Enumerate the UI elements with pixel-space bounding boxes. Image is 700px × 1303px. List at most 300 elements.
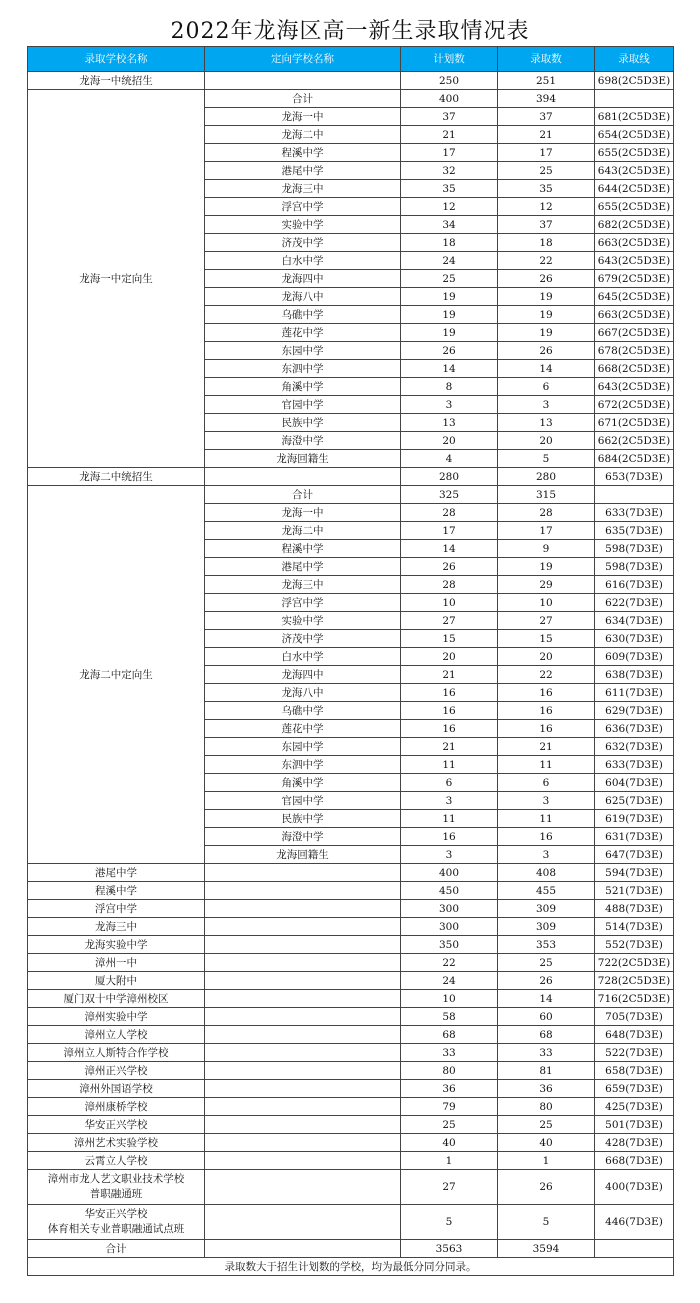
cell-target: 角溪中学 <box>205 378 401 396</box>
table-row <box>28 954 674 972</box>
cell-admit: 6 <box>498 378 595 396</box>
cell-line: 604(7D3E) <box>595 774 674 792</box>
cell-plan: 19 <box>401 288 498 306</box>
header-target: 定向学校名称 <box>205 47 401 72</box>
cell-line: 659(7D3E) <box>595 1080 674 1098</box>
admission-table <box>27 46 674 1276</box>
table-row <box>28 1240 674 1258</box>
cell-target: 官园中学 <box>205 396 401 414</box>
cell-target: 龙海四中 <box>205 270 401 288</box>
cell-target: 港尾中学 <box>205 162 401 180</box>
cell-admit: 21 <box>498 126 595 144</box>
cell-line: 658(7D3E) <box>595 1062 674 1080</box>
cell-plan: 37 <box>401 108 498 126</box>
cell-plan: 300 <box>401 918 498 936</box>
cell-admit: 22 <box>498 666 595 684</box>
cell-admit: 26 <box>498 270 595 288</box>
table-row <box>28 990 674 1008</box>
cell-target <box>205 972 401 990</box>
cell-plan: 280 <box>401 468 498 486</box>
cell-school: 云霄立人学校 <box>28 1152 205 1170</box>
cell-admit: 26 <box>498 1170 595 1205</box>
table-row <box>28 1098 674 1116</box>
cell-line: 678(2C5D3E) <box>595 342 674 360</box>
cell-target: 港尾中学 <box>205 558 401 576</box>
cell-admit: 3 <box>498 846 595 864</box>
cell-line: 638(7D3E) <box>595 666 674 684</box>
cell-line: 698(2C5D3E) <box>595 72 674 90</box>
table-row <box>28 918 674 936</box>
cell-admit: 37 <box>498 108 595 126</box>
cell-target: 白水中学 <box>205 648 401 666</box>
cell-plan: 68 <box>401 1026 498 1044</box>
cell-target: 海澄中学 <box>205 432 401 450</box>
table-row <box>28 936 674 954</box>
cell-line: 705(7D3E) <box>595 1008 674 1026</box>
cell-line: 635(7D3E) <box>595 522 674 540</box>
cell-line: 667(2C5D3E) <box>595 324 674 342</box>
cell-line: 616(7D3E) <box>595 576 674 594</box>
cell-plan: 22 <box>401 954 498 972</box>
cell-target: 乌礁中学 <box>205 306 401 324</box>
cell-plan: 15 <box>401 630 498 648</box>
cell-target <box>205 1116 401 1134</box>
cell-plan: 25 <box>401 1116 498 1134</box>
cell-plan: 4 <box>401 450 498 468</box>
cell-line: 648(7D3E) <box>595 1026 674 1044</box>
table-row <box>28 90 674 108</box>
cell-target <box>205 1026 401 1044</box>
cell-plan: 20 <box>401 648 498 666</box>
cell-plan: 11 <box>401 756 498 774</box>
cell-line: 663(2C5D3E) <box>595 306 674 324</box>
cell-plan: 6 <box>401 774 498 792</box>
cell-plan: 26 <box>401 342 498 360</box>
cell-school: 漳州立人学校 <box>28 1026 205 1044</box>
cell-plan: 19 <box>401 324 498 342</box>
cell-line: 716(2C5D3E) <box>595 990 674 1008</box>
cell-plan: 5 <box>401 1205 498 1240</box>
cell-plan: 21 <box>401 126 498 144</box>
cell-line <box>595 1240 674 1258</box>
cell-line: 425(7D3E) <box>595 1098 674 1116</box>
cell-admit: 19 <box>498 288 595 306</box>
cell-admit: 33 <box>498 1044 595 1062</box>
table-row <box>28 1026 674 1044</box>
cell-plan: 25 <box>401 270 498 288</box>
page-title: 2022年龙海区高一新生录取情况表 <box>170 19 530 44</box>
cell-plan: 26 <box>401 558 498 576</box>
cell-plan: 21 <box>401 738 498 756</box>
cell-plan: 40 <box>401 1134 498 1152</box>
cell-admit: 3 <box>498 396 595 414</box>
cell-admit: 36 <box>498 1080 595 1098</box>
cell-admit: 60 <box>498 1008 595 1026</box>
cell-target: 浮宫中学 <box>205 198 401 216</box>
table-row <box>28 882 674 900</box>
cell-admit: 10 <box>498 594 595 612</box>
cell-target: 龙海一中 <box>205 504 401 522</box>
table-row <box>28 486 674 504</box>
cell-line: 636(7D3E) <box>595 720 674 738</box>
table-row <box>28 1080 674 1098</box>
cell-target: 东泗中学 <box>205 756 401 774</box>
cell-line: 668(7D3E) <box>595 1152 674 1170</box>
cell-admit: 81 <box>498 1062 595 1080</box>
cell-admit: 5 <box>498 450 595 468</box>
table-row <box>28 468 674 486</box>
cell-line: 643(2C5D3E) <box>595 252 674 270</box>
cell-admit: 5 <box>498 1205 595 1240</box>
cell-line: 594(7D3E) <box>595 864 674 882</box>
cell-target: 济茂中学 <box>205 630 401 648</box>
cell-school: 漳州正兴学校 <box>28 1062 205 1080</box>
cell-line: 514(7D3E) <box>595 918 674 936</box>
cell-admit: 37 <box>498 216 595 234</box>
cell-plan: 18 <box>401 234 498 252</box>
cell-school: 漳州市龙人艺文职业技术学校 普职融通班 <box>28 1170 205 1205</box>
cell-line: 622(7D3E) <box>595 594 674 612</box>
cell-admit: 11 <box>498 756 595 774</box>
table-header-row <box>28 47 674 72</box>
cell-admit: 309 <box>498 918 595 936</box>
cell-line: 647(7D3E) <box>595 846 674 864</box>
cell-target: 东园中学 <box>205 738 401 756</box>
cell-target: 官园中学 <box>205 792 401 810</box>
cell-target: 龙海回籍生 <box>205 450 401 468</box>
cell-plan: 28 <box>401 504 498 522</box>
cell-target <box>205 954 401 972</box>
cell-admit: 9 <box>498 540 595 558</box>
cell-plan: 17 <box>401 522 498 540</box>
cell-target <box>205 1098 401 1116</box>
cell-line: 653(7D3E) <box>595 468 674 486</box>
cell-school: 浮宫中学 <box>28 900 205 918</box>
table-row <box>28 1062 674 1080</box>
cell-line: 521(7D3E) <box>595 882 674 900</box>
cell-admit: 16 <box>498 720 595 738</box>
cell-plan: 16 <box>401 684 498 702</box>
cell-target <box>205 990 401 1008</box>
cell-line: 501(7D3E) <box>595 1116 674 1134</box>
cell-plan: 58 <box>401 1008 498 1026</box>
cell-admit: 15 <box>498 630 595 648</box>
note-row <box>28 1258 674 1276</box>
table-row <box>28 972 674 990</box>
cell-plan: 250 <box>401 72 498 90</box>
cell-line: 682(2C5D3E) <box>595 216 674 234</box>
cell-target: 莲花中学 <box>205 324 401 342</box>
cell-admit: 17 <box>498 144 595 162</box>
table-row <box>28 1044 674 1062</box>
cell-plan: 3 <box>401 396 498 414</box>
cell-plan: 20 <box>401 432 498 450</box>
cell-plan: 3 <box>401 792 498 810</box>
cell-target <box>205 468 401 486</box>
cell-school: 程溪中学 <box>28 882 205 900</box>
cell-target <box>205 882 401 900</box>
cell-admit: 3 <box>498 792 595 810</box>
cell-plan: 13 <box>401 414 498 432</box>
header-line: 录取线 <box>595 47 674 72</box>
cell-plan: 24 <box>401 252 498 270</box>
cell-admit: 315 <box>498 486 595 504</box>
cell-plan: 28 <box>401 576 498 594</box>
table-row <box>28 1152 674 1170</box>
cell-admit: 40 <box>498 1134 595 1152</box>
cell-school: 龙海二中统招生 <box>28 468 205 486</box>
cell-target <box>205 1240 401 1258</box>
cell-line: 681(2C5D3E) <box>595 108 674 126</box>
cell-target: 东泗中学 <box>205 360 401 378</box>
cell-admit: 21 <box>498 738 595 756</box>
cell-line: 446(7D3E) <box>595 1205 674 1240</box>
cell-plan: 32 <box>401 162 498 180</box>
cell-plan: 17 <box>401 144 498 162</box>
cell-plan: 14 <box>401 540 498 558</box>
cell-plan: 10 <box>401 594 498 612</box>
cell-admit: 11 <box>498 810 595 828</box>
cell-target: 实验中学 <box>205 216 401 234</box>
cell-school: 龙海二中定向生 <box>28 486 205 864</box>
table-note: 录取数大于招生计划数的学校，均为最低分同分同录。 <box>28 1258 674 1276</box>
cell-admit: 17 <box>498 522 595 540</box>
cell-line <box>595 486 674 504</box>
cell-target: 白水中学 <box>205 252 401 270</box>
cell-target: 东园中学 <box>205 342 401 360</box>
cell-line: 645(2C5D3E) <box>595 288 674 306</box>
cell-target <box>205 72 401 90</box>
cell-plan: 19 <box>401 306 498 324</box>
cell-target <box>205 900 401 918</box>
cell-target: 程溪中学 <box>205 144 401 162</box>
cell-admit: 353 <box>498 936 595 954</box>
cell-plan: 27 <box>401 1170 498 1205</box>
cell-plan: 3 <box>401 846 498 864</box>
cell-admit: 20 <box>498 648 595 666</box>
cell-target <box>205 1008 401 1026</box>
cell-plan: 14 <box>401 360 498 378</box>
cell-plan: 24 <box>401 972 498 990</box>
cell-plan: 36 <box>401 1080 498 1098</box>
cell-target: 海澄中学 <box>205 828 401 846</box>
cell-line: 663(2C5D3E) <box>595 234 674 252</box>
cell-admit: 29 <box>498 576 595 594</box>
cell-admit: 19 <box>498 324 595 342</box>
cell-school: 漳州艺术实验学校 <box>28 1134 205 1152</box>
cell-target: 济茂中学 <box>205 234 401 252</box>
cell-line: 598(7D3E) <box>595 540 674 558</box>
cell-admit: 25 <box>498 1116 595 1134</box>
cell-plan: 400 <box>401 864 498 882</box>
table-body <box>28 72 674 1258</box>
cell-line: 644(2C5D3E) <box>595 180 674 198</box>
cell-target: 民族中学 <box>205 414 401 432</box>
cell-admit: 19 <box>498 558 595 576</box>
cell-plan: 16 <box>401 702 498 720</box>
cell-school: 厦大附中 <box>28 972 205 990</box>
cell-line: 631(7D3E) <box>595 828 674 846</box>
cell-target <box>205 1205 401 1240</box>
cell-line: 619(7D3E) <box>595 810 674 828</box>
table-row <box>28 1008 674 1026</box>
cell-target: 龙海三中 <box>205 576 401 594</box>
cell-admit: 28 <box>498 504 595 522</box>
cell-line <box>595 90 674 108</box>
cell-admit: 25 <box>498 954 595 972</box>
cell-line: 679(2C5D3E) <box>595 270 674 288</box>
cell-admit: 14 <box>498 360 595 378</box>
table-row <box>28 72 674 90</box>
cell-plan: 3563 <box>401 1240 498 1258</box>
cell-plan: 400 <box>401 90 498 108</box>
cell-plan: 8 <box>401 378 498 396</box>
table-row <box>28 900 674 918</box>
cell-plan: 27 <box>401 612 498 630</box>
cell-target: 莲花中学 <box>205 720 401 738</box>
cell-target <box>205 936 401 954</box>
cell-admit: 68 <box>498 1026 595 1044</box>
cell-target <box>205 1134 401 1152</box>
cell-plan: 325 <box>401 486 498 504</box>
cell-target <box>205 918 401 936</box>
cell-admit: 19 <box>498 306 595 324</box>
cell-line: 634(7D3E) <box>595 612 674 630</box>
cell-line: 598(7D3E) <box>595 558 674 576</box>
cell-school: 合计 <box>28 1240 205 1258</box>
cell-target: 程溪中学 <box>205 540 401 558</box>
cell-line: 633(7D3E) <box>595 756 674 774</box>
cell-school: 龙海三中 <box>28 918 205 936</box>
cell-line: 629(7D3E) <box>595 702 674 720</box>
cell-plan: 34 <box>401 216 498 234</box>
cell-line: 722(2C5D3E) <box>595 954 674 972</box>
cell-line: 400(7D3E) <box>595 1170 674 1205</box>
cell-admit: 6 <box>498 774 595 792</box>
table-row <box>28 864 674 882</box>
cell-admit: 26 <box>498 342 595 360</box>
cell-school: 漳州外国语学校 <box>28 1080 205 1098</box>
cell-target <box>205 1080 401 1098</box>
cell-plan: 11 <box>401 810 498 828</box>
table-row <box>28 1170 674 1205</box>
cell-admit: 16 <box>498 702 595 720</box>
cell-admit: 394 <box>498 90 595 108</box>
cell-line: 654(2C5D3E) <box>595 126 674 144</box>
cell-admit: 16 <box>498 828 595 846</box>
cell-school: 华安正兴学校 体育相关专业普职融通试点班 <box>28 1205 205 1240</box>
cell-line: 625(7D3E) <box>595 792 674 810</box>
cell-line: 671(2C5D3E) <box>595 414 674 432</box>
cell-school: 漳州实验中学 <box>28 1008 205 1026</box>
header-school: 录取学校名称 <box>28 47 205 72</box>
cell-line: 632(7D3E) <box>595 738 674 756</box>
cell-plan: 21 <box>401 666 498 684</box>
cell-admit: 22 <box>498 252 595 270</box>
cell-school: 漳州立人斯特合作学校 <box>28 1044 205 1062</box>
cell-line: 655(2C5D3E) <box>595 144 674 162</box>
cell-admit: 20 <box>498 432 595 450</box>
cell-target: 龙海二中 <box>205 522 401 540</box>
cell-target: 龙海一中 <box>205 108 401 126</box>
cell-plan: 12 <box>401 198 498 216</box>
cell-target <box>205 1152 401 1170</box>
cell-plan: 35 <box>401 180 498 198</box>
cell-line: 488(7D3E) <box>595 900 674 918</box>
table-row <box>28 1116 674 1134</box>
cell-plan: 450 <box>401 882 498 900</box>
cell-admit: 251 <box>498 72 595 90</box>
cell-line: 672(2C5D3E) <box>595 396 674 414</box>
cell-admit: 14 <box>498 990 595 1008</box>
cell-target <box>205 1170 401 1205</box>
cell-target: 角溪中学 <box>205 774 401 792</box>
cell-admit: 18 <box>498 234 595 252</box>
cell-school: 厦门双十中学漳州校区 <box>28 990 205 1008</box>
cell-target: 龙海八中 <box>205 288 401 306</box>
cell-target: 龙海二中 <box>205 126 401 144</box>
cell-line: 428(7D3E) <box>595 1134 674 1152</box>
cell-admit: 280 <box>498 468 595 486</box>
cell-line: 630(7D3E) <box>595 630 674 648</box>
cell-admit: 25 <box>498 162 595 180</box>
cell-admit: 35 <box>498 180 595 198</box>
cell-target: 龙海回籍生 <box>205 846 401 864</box>
cell-admit: 27 <box>498 612 595 630</box>
cell-line: 611(7D3E) <box>595 684 674 702</box>
header-plan: 计划数 <box>401 47 498 72</box>
cell-school: 漳州一中 <box>28 954 205 972</box>
cell-school: 漳州康桥学校 <box>28 1098 205 1116</box>
cell-line: 662(2C5D3E) <box>595 432 674 450</box>
cell-target <box>205 1062 401 1080</box>
cell-plan: 33 <box>401 1044 498 1062</box>
cell-plan: 350 <box>401 936 498 954</box>
cell-line: 552(7D3E) <box>595 936 674 954</box>
cell-line: 522(7D3E) <box>595 1044 674 1062</box>
header-admit: 录取数 <box>498 47 595 72</box>
cell-line: 633(7D3E) <box>595 504 674 522</box>
cell-school: 龙海实验中学 <box>28 936 205 954</box>
cell-line: 643(2C5D3E) <box>595 162 674 180</box>
cell-admit: 3594 <box>498 1240 595 1258</box>
cell-admit: 16 <box>498 684 595 702</box>
cell-line: 684(2C5D3E) <box>595 450 674 468</box>
cell-line: 609(7D3E) <box>595 648 674 666</box>
cell-target: 龙海三中 <box>205 180 401 198</box>
cell-plan: 16 <box>401 828 498 846</box>
cell-school: 华安正兴学校 <box>28 1116 205 1134</box>
cell-plan: 10 <box>401 990 498 1008</box>
cell-plan: 79 <box>401 1098 498 1116</box>
cell-target: 龙海四中 <box>205 666 401 684</box>
cell-target: 浮宫中学 <box>205 594 401 612</box>
cell-admit: 26 <box>498 972 595 990</box>
cell-plan: 1 <box>401 1152 498 1170</box>
cell-school: 龙海一中统招生 <box>28 72 205 90</box>
cell-target: 民族中学 <box>205 810 401 828</box>
cell-target: 乌礁中学 <box>205 702 401 720</box>
cell-target <box>205 864 401 882</box>
cell-line: 668(2C5D3E) <box>595 360 674 378</box>
cell-plan: 16 <box>401 720 498 738</box>
cell-school: 港尾中学 <box>28 864 205 882</box>
cell-school: 龙海一中定向生 <box>28 90 205 468</box>
cell-line: 728(2C5D3E) <box>595 972 674 990</box>
cell-target: 合计 <box>205 486 401 504</box>
table-row <box>28 1134 674 1152</box>
cell-plan: 80 <box>401 1062 498 1080</box>
